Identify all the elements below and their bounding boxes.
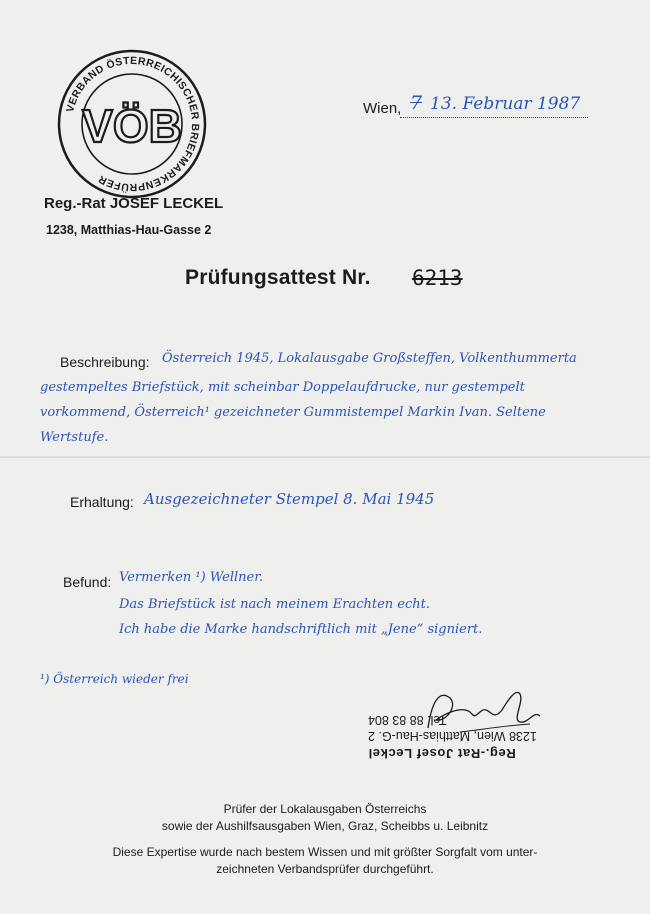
- finding-line-2: Das Briefstück ist nach meinem Erachten echt.: [119, 597, 430, 612]
- footer-line-2: sowie der Aushilfsausgaben Wien, Graz, Scheibbs u. Leibnitz: [161, 819, 489, 833]
- footer-line-3: Diese Expertise wurde nach bestem Wissen und mit größter Sorgfalt vom unter-: [112, 845, 538, 859]
- finding-line-3: Ich habe die Marke handschriftlich mit „Jene“ signiert.: [119, 622, 483, 637]
- description-line-3: vorkommend, Österreich¹ gezeichneter Gummistempel Markin Ivan. Seltene: [40, 405, 546, 420]
- seal-ring-text: VERBAND ÖSTERREICHISCHER BRIEFMARKENPRÜFER: [64, 54, 202, 194]
- examiner-name: Reg.-Rat JOSEF LECKEL: [44, 195, 224, 212]
- paper-fold-line: [0, 456, 650, 458]
- stamp-line-address: 1238 Wien, Matthias-Hau-G. 2: [368, 729, 537, 743]
- description-line-4: Wertstufe.: [40, 430, 109, 445]
- certificate-number: 6213: [412, 266, 463, 290]
- seal-initials: VÖB: [82, 100, 182, 152]
- description-line-1: Österreich 1945, Lokalausgabe Großsteffen, Volkenthummerta: [162, 351, 577, 366]
- crossed-out-digit: 7: [410, 92, 423, 114]
- date-handwritten: 13. Februar 1987: [430, 94, 581, 114]
- place-label: Wien,: [363, 100, 402, 117]
- footer-line-4: zeichneten Verbandsprüfer durchgeführt.: [216, 862, 434, 876]
- condition-text: Ausgezeichneter Stempel 8. Mai 1945: [144, 490, 435, 508]
- date-line: [400, 117, 588, 118]
- finding-line-1: Vermerken ¹) Wellner.: [119, 570, 264, 585]
- footer-line-1: Prüfer der Lokalausgaben Österreichs: [223, 802, 427, 816]
- description-line-2: gestempeltes Briefstück, mit scheinbar Doppelaufdrucke, nur gestempelt: [40, 380, 525, 395]
- certificate-title: Prüfungsattest Nr.: [185, 266, 371, 289]
- stamp-line-name: Reg.-Rat Josef Leckel: [368, 746, 516, 761]
- stamp-line-phone: Tel. 88 83 804: [368, 713, 447, 727]
- footnote: ¹) Österreich wieder frei: [40, 672, 189, 686]
- examiner-address: 1238, Matthias-Hau-Gasse 2: [46, 223, 212, 237]
- finding-label: Befund:: [63, 574, 112, 590]
- description-label: Beschreibung:: [60, 354, 150, 370]
- vob-seal-logo: [56, 48, 208, 200]
- condition-label: Erhaltung:: [70, 494, 134, 510]
